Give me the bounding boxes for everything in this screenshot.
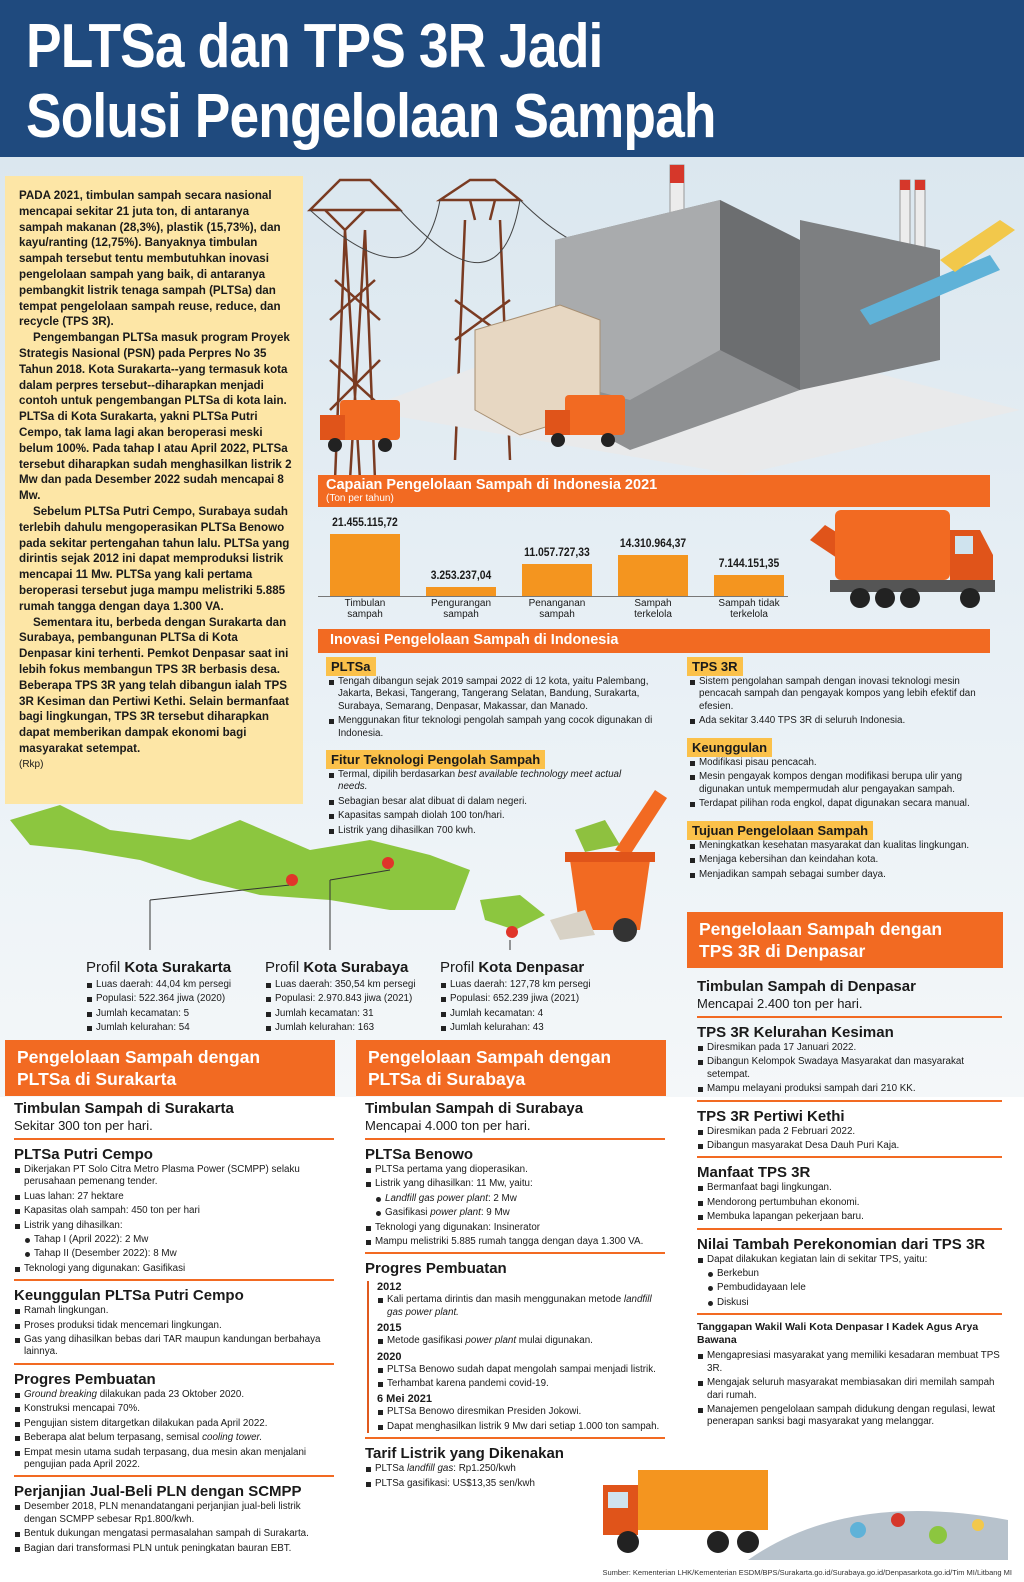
section-heading: Timbulan Sampah di Denpasar [697,978,916,995]
list-item: Luas daerah: 127,78 km persegi [440,979,620,991]
list-item: Mampu melayani produksi sampah dari 210 KK. [697,1083,1002,1095]
list-item: Diresmikan pada 2 Februari 2022. [697,1126,1002,1138]
timeline-list [377,1294,665,1319]
list-item [377,1294,665,1319]
list-item: Desember 2018, PLN menandatangani perjanjian jual-beli listrik dengan SCMPP sebesar Rp1.800/kwh. [14,1501,334,1526]
list-subitem [365,1193,665,1205]
divider [14,1279,334,1281]
section-heading: TPS 3R Pertiwi Kethi [697,1107,845,1125]
list-item: Mesin pengayak kompos dengan modifikasi berupa ulir yang digunakan untuk mempermudah alur pengayakan sampah. [689,771,989,796]
list-subitem: Berkebun [697,1268,1002,1280]
denpasar-column [697,972,1002,1431]
chart-category-label: Sampah terkelola [634,598,672,620]
chart-value-label: 11.057.727,33 [524,547,590,560]
text: Gasifikasi [385,1207,431,1219]
list-item: Sebagian besar alat dibuat di dalam negeri. [328,796,638,808]
divider [697,1228,1002,1230]
intro-article [5,176,303,804]
list-item: Membuka lapangan pekerjaan baru. [697,1211,1002,1223]
page-title [26,12,716,152]
intro-paragraph-1: PADA 2021, timbulan sampah secara nasional mencapai sekitar 21 juta ton, di antaranya sampah makanan (28,3%), plastik (15,73%), dan kayu/ranting (12,75%). Banyaknya timbulan sampah tersebut tentu membutuhkan inovasi pengelolaan sampah yang baik, di antaranya pembangkit listrik tenaga sampah (PLTSa) dan tempat pengelolaan sampah reuse, reduce, dan recycle (TPS 3R). [19,189,281,329]
denpasar-header [687,912,1003,968]
divider [697,1313,1002,1315]
divider [365,1138,665,1140]
list-item: Dibangun masyarakat Desa Dauh Puri Kaja. [697,1140,1002,1152]
section-heading: Progres Pembuatan [365,1260,507,1278]
list-item: Jumlah kelurahan: 43 [440,1022,620,1034]
timeline-list [377,1406,665,1433]
divider [14,1138,334,1140]
section-title-2: TPS 3R di Denpasar [699,941,866,961]
keunggulan-putri-list [14,1305,334,1359]
section-heading: PLTSa Benowo [365,1146,474,1163]
location-pin-icon [506,926,518,938]
list-item: Populasi: 522.364 jiwa (2020) [86,993,261,1005]
manfaat-list [697,1182,1002,1223]
location-pin-icon [286,874,298,886]
profile-denpasar [440,960,620,1037]
list-item: Bagian dari transformasi PLN untuk peningkatan bauran EBT. [14,1543,334,1555]
fitur-italic: best available technology meet actual needs. [338,769,622,793]
chart-bar [522,564,592,596]
profile-pre: Profil [86,959,125,976]
section-heading: Tarif Listrik yang Dikenakan [365,1445,564,1463]
list-item: Populasi: 2.970.843 jiwa (2021) [265,993,440,1005]
chart-value-label: 3.253.237,04 [430,569,492,582]
profile-title [86,960,261,976]
list-item: Menjaga kebersihan dan keindahan kota. [689,854,989,866]
italic-text: landfill gas [406,1463,454,1475]
section-heading: Nilai Tambah Perekonomian dari TPS 3R [697,1235,986,1253]
chart-category-label: Penanganan sampah [528,598,586,620]
surabaya-header [356,1040,666,1096]
list-item: Kapasitas sampah diolah 100 ton/hari. [328,810,638,822]
list-item [14,1389,334,1401]
profile-title [265,960,440,976]
list-item: Proses produksi tidak mencemari lingkungan. [14,1320,334,1332]
profile-surabaya [265,960,440,1037]
profile-list [440,979,620,1035]
list-item: PLTSa Benowo diresmikan Presiden Jokowi. [377,1406,665,1418]
surakarta-header [5,1040,335,1096]
chart-value-label: 7.144.151,35 [718,558,780,571]
java-bali-map [0,800,560,965]
list-item: Teknologi yang digunakan: Gasifikasi [14,1263,334,1275]
list-item: Empat mesin utama sudah terpasang, dua mesin akan menjalani pengujian pada April 2022. [14,1447,334,1472]
list-item: Jumlah kecamatan: 31 [265,1008,440,1020]
text: : 9 Mw [480,1207,510,1219]
nilai-list [697,1254,1002,1310]
list-item: Populasi: 652.239 jiwa (2021) [440,993,620,1005]
section-heading: Perjanjian Jual-Beli PLN dengan SCMPP [14,1483,302,1501]
section-heading: Progres Pembuatan [14,1370,156,1388]
list-item: Dapat dilakukan kegiatan lain di sekitar TPS, yaitu: [697,1254,1002,1266]
source-credit: Sumber: Kementerian LHK/Kementerian ESDM/BPS/Surakarta.go.id/Surabaya.go.id/Denpasarkota.go.id/Tim MI/Litbang MI [602,1568,1012,1577]
section-heading: Timbulan Sampah di Surakarta [14,1100,234,1117]
list-item: Bermanfaat bagi lingkungan. [697,1182,1002,1194]
list-item: Gas yang dihasilkan bebas dari TAR maupun kandungan berbahaya lainnya. [14,1334,334,1359]
intro-paragraph-4: Sementara itu, berbeda dengan Surakarta dan Surabaya, pembangunan PLTSa di Kota Denpasar kini terhenti. Pemkot Denpasar saat ini lebih fokus membangun TPS 3R berbasis desa. Beberapa TPS 3R yang telah dibangun ialah TPS 3R Kesiman dan Pertiwi Kethi. Selain bermanfaat bagi lingkungan, TPS 3R tersebut diharapkan dapat memberikan dampak ekonomi bagi masyarakat setempat. [19,615,289,755]
title-line-1: PLTSa dan TPS 3R Jadi [26,12,603,81]
fitur-tag: Fitur Teknologi Pengolah Sampah [326,750,545,769]
list-item: Listrik yang dihasilkan 700 kwh. [328,825,638,837]
list-item: Terdapat pilihan roda engkol, dapat digunakan secara manual. [689,798,989,810]
divider [365,1437,665,1439]
list-item: Pengujian sistem ditargetkan dilakukan pada April 2022. [14,1418,334,1430]
list-item: Luas lahan: 27 hektare [14,1191,334,1203]
chart-category-label: Pengurangan sampah [430,598,492,620]
list-subitem: Pembudidayaan lele [697,1282,1002,1294]
profile-city: Kota Denpasar [478,959,585,976]
italic-text: landfill gas power plant. [387,1294,652,1318]
section-title-2: PLTSa di Surakarta [17,1069,177,1089]
tanggapan-list [697,1350,1002,1428]
list-subitem: Tahap I (April 2022): 2 Mw [14,1234,334,1246]
chart-value-label: 21.455.115,72 [332,517,398,529]
list-item: Terhambat karena pandemi covid-19. [377,1378,665,1390]
timeline-year: 6 Mei 2021 [377,1393,433,1406]
list-subitem: Diskusi [697,1297,1002,1309]
list-item: Teknologi yang digunakan: Insinerator [365,1222,665,1234]
pertiwi-list [697,1126,1002,1153]
intro-credit: (Rkp) [19,758,44,770]
timeline-year: 2012 [377,1281,402,1294]
section-heading: Manfaat TPS 3R [697,1164,811,1182]
tanggapan-heading: Tanggapan Wakil Wali Kota Denpasar I Kadek Agus Arya Bawana [697,1321,979,1347]
section-heading: TPS 3R Kelurahan Kesiman [697,1024,894,1041]
list-item [14,1432,334,1444]
text: Kali pertama dirintis dan masih menggunakan metode [387,1294,624,1306]
list-item [365,1463,595,1475]
text: Metode gasifikasi [387,1335,466,1347]
italic-text: Landfill gas power plant [385,1192,488,1204]
keunggulan-list [689,757,989,813]
list-item: Luas daerah: 44,04 km persegi [86,979,261,991]
list-item: Jumlah kelurahan: 54 [86,1022,261,1034]
list-item: Bentuk dukungan mengatasi permasalahan sampah di Surakarta. [14,1528,334,1540]
list-item: Ada sekitar 3.440 TPS 3R di seluruh Indonesia. [689,715,989,727]
chart-category-label: Sampah tidak terkelola [718,598,780,620]
chart-bar [714,575,784,596]
list-item: Luas daerah: 350,54 km persegi [265,979,440,991]
divider [14,1475,334,1477]
section-title-1: Pengelolaan Sampah dengan [699,919,943,939]
chart-value-label: 14.310.964,37 [619,537,687,550]
text: : 2 Mw [487,1192,517,1204]
section-heading: Timbulan Sampah di Surabaya [365,1100,584,1117]
intro-paragraph-2: Pengembangan PLTSa masuk program Proyek Strategis Nasional (PSN) pada Perpres No 35 Tahun 2018. Kota Surakarta--yang termasuk kota dalam perpres tersebut--diharapkan menjadi contoh untuk pengembangan PLTSa di kota lain. PLTSa di Kota Surakarta, yakni PLTSa Putri Cempo, tak lama lagi akan beroperasi meski belum 100%. Pada tahap I atau April 2022, PLTSa tersebut diharapkan sudah menghasilkan listrik 2 Mw dan pada Desember 2022 sudah mencapai 8 Mw. [19,331,292,503]
surabaya-column [365,1094,665,1492]
text: mulai digunakan. [516,1335,593,1347]
kesiman-list [697,1042,1002,1096]
section-title-1: Pengelolaan Sampah dengan [368,1047,612,1067]
divider [697,1156,1002,1158]
timeline-year: 2015 [377,1322,402,1335]
text: PLTSa [375,1463,407,1475]
divider [365,1252,665,1254]
divider [14,1363,334,1365]
profile-city: Kota Surabaya [303,959,409,976]
list-item: Listrik yang dihasilkan: [14,1220,334,1232]
section-value: Mencapai 2.400 ton per hari. [697,996,863,1011]
italic-text: power plant [465,1335,517,1347]
list-item: Menggunakan fitur teknologi pengolah sampah yang cocok digunakan di Indonesia. [328,715,660,740]
section-value: Mencapai 4.000 ton per hari. [365,1118,531,1133]
section-title-2: PLTSa di Surabaya [368,1069,526,1089]
profile-list [265,979,440,1035]
chart-subtitle: (Ton per tahun) [326,493,394,504]
chart-bar [426,587,496,596]
tujuan-list [689,840,989,883]
surakarta-column [14,1094,334,1557]
tarif-list [365,1463,595,1490]
pjb-list [14,1501,334,1555]
divider [697,1100,1002,1102]
list-item: Jumlah kecamatan: 5 [86,1008,261,1020]
list-item: Jumlah kelurahan: 163 [265,1022,440,1034]
timeline-year: 2020 [377,1350,402,1363]
list-item: Menjadikan sampah sebagai sumber daya. [689,869,989,881]
section-value: Sekitar 300 ton per hari. [14,1118,153,1133]
list-item [377,1335,665,1347]
profile-pre: Profil [440,959,479,976]
chart-bar [330,534,400,596]
bar-chart [318,510,798,622]
text: : Rp1.250/kwh [453,1463,516,1475]
profile-surakarta [86,960,261,1037]
tujuan-tag: Tujuan Pengelolaan Sampah [687,821,873,840]
list-item: Meningkatkan kesehatan masyarakat dan kualitas lingkungan. [689,840,989,852]
profile-list [86,979,261,1035]
list-item: Dibangun Kelompok Swadaya Masyarakat dan masyarakat setempat. [697,1056,1002,1081]
list-item: Mengajak seluruh masyarakat membiasakan diri memilah sampah dari rumah. [697,1377,1002,1402]
list-item: Dapat menghasilkan listrik 9 Mw dari setiap 1.000 ton sampah. [377,1421,665,1433]
list-item: PLTSa pertama yang dioperasikan. [365,1164,665,1176]
inovasi-title: Inovasi Pengelolaan Sampah di Indonesia [330,632,619,648]
chart-title: Capaian Pengelolaan Sampah di Indonesia 2021 [326,477,658,493]
list-item: Diresmikan pada 17 Januari 2022. [697,1042,1002,1054]
list-item: Konstruksi mencapai 70%. [14,1403,334,1415]
timeline-list [377,1335,665,1347]
inovasi-title-bar [318,629,990,653]
pltsa-tag: PLTSa [326,657,376,676]
header-banner [0,0,1024,157]
chart-category-label: Timbulan sampah [344,598,386,620]
progres-surakarta-list [14,1389,334,1471]
location-pin-icon [382,857,394,869]
truck-trash-illustration [598,1450,1010,1565]
tps3r-list [689,676,989,730]
keunggulan-tag: Keunggulan [687,738,772,757]
list-item: Kapasitas olah sampah: 450 ton per hari [14,1205,334,1217]
intro-paragraph-3: Sebelum PLTSa Putri Cempo, Surabaya sudah terlebih dahulu mengoperasikan PLTSa Benowo pada sekitar pertengahan tahun lalu. PLTSa yang dirintis sejak 2012 ini dapat memproduksi listrik mencapai 11 Mw. PLTSa yang kali pertama beroperasi tersebut juga mampu melistriki 5.885 rumah tangga dengan daya 1.300 VA. [19,504,290,613]
divider [697,1016,1002,1018]
text: Beberapa alat belum terpasang, semisal [24,1432,203,1444]
timeline [367,1281,665,1433]
benowo-list [365,1164,665,1248]
list-item: Mengapresiasi masyarakat yang memiliki kesadaran membuat TPS 3R. [697,1350,1002,1375]
chart-axis [318,596,788,597]
putri-list [14,1164,334,1275]
list-item: Ramah lingkungan. [14,1305,334,1317]
trash-bin-illustration [545,790,675,950]
garbage-truck-illustration [805,500,995,615]
list-item: Listrik yang dihasilkan: 11 Mw, yaitu: [365,1178,665,1190]
profile-title [440,960,620,976]
section-heading: PLTSa Putri Cempo [14,1146,153,1163]
list-item: Jumlah kecamatan: 4 [440,1008,620,1020]
italic-text: Ground breaking [24,1388,97,1400]
profile-pre: Profil [265,959,304,976]
fitur-text: Termal, dipilih berdasarkan [338,769,458,780]
power-plant-illustration [300,160,1024,475]
list-item: Modifikasi pisau pencacah. [689,757,989,769]
profile-city: Kota Surakarta [124,959,232,976]
list-item: Sistem pengolahan sampah dengan inovasi teknologi mesin pencacah sampah dan pengayak kompos yang lebih efektif dan efesien. [689,676,989,713]
list-subitem [365,1207,665,1219]
list-item: Mendorong pertumbuhan ekonomi. [697,1197,1002,1209]
italic-text: power plant [430,1207,481,1219]
chart-bar [618,555,688,596]
section-title-1: Pengelolaan Sampah dengan [17,1047,261,1067]
list-item: PLTSa gasifikasi: US$13,35 sen/kwh [365,1478,595,1490]
list-item: PLTSa Benowo sudah dapat mengolah sampai menjadi listrik. [377,1364,665,1376]
title-line-2: Solusi Pengelolaan Sampah [26,82,716,151]
list-subitem: Tahap II (Desember 2022): 8 Mw [14,1248,334,1260]
text: dilakukan pada 23 Oktober 2020. [96,1388,245,1400]
timeline-list [377,1364,665,1391]
list-item: Mampu melistriki 5.885 rumah tangga dengan daya 1.300 VA. [365,1236,665,1248]
italic-text: cooling tower. [202,1432,263,1444]
list-item: Dikerjakan PT Solo Citra Metro Plasma Power (SCMPP) selaku perusahaan pemenang tender. [14,1164,334,1189]
tps3r-tag: TPS 3R [687,657,743,676]
list-item: Manajemen pengelolaan sampah didukung dengan regulasi, lewat penerapan sanksi bagi masyarakat yang melanggar. [697,1404,1002,1429]
list-item: Tengah dibangun sejak 2019 sampai 2022 di 12 kota, yaitu Palembang, Jakarta, Bekasi, Tangerang, Tangerang Selatan, Bandung, Surakarta, Surabaya, Semarang, Denpasar, Makassar, dan Manado. [328,676,660,713]
section-heading: Keunggulan PLTSa Putri Cempo [14,1287,244,1305]
pltsa-list [328,676,660,742]
